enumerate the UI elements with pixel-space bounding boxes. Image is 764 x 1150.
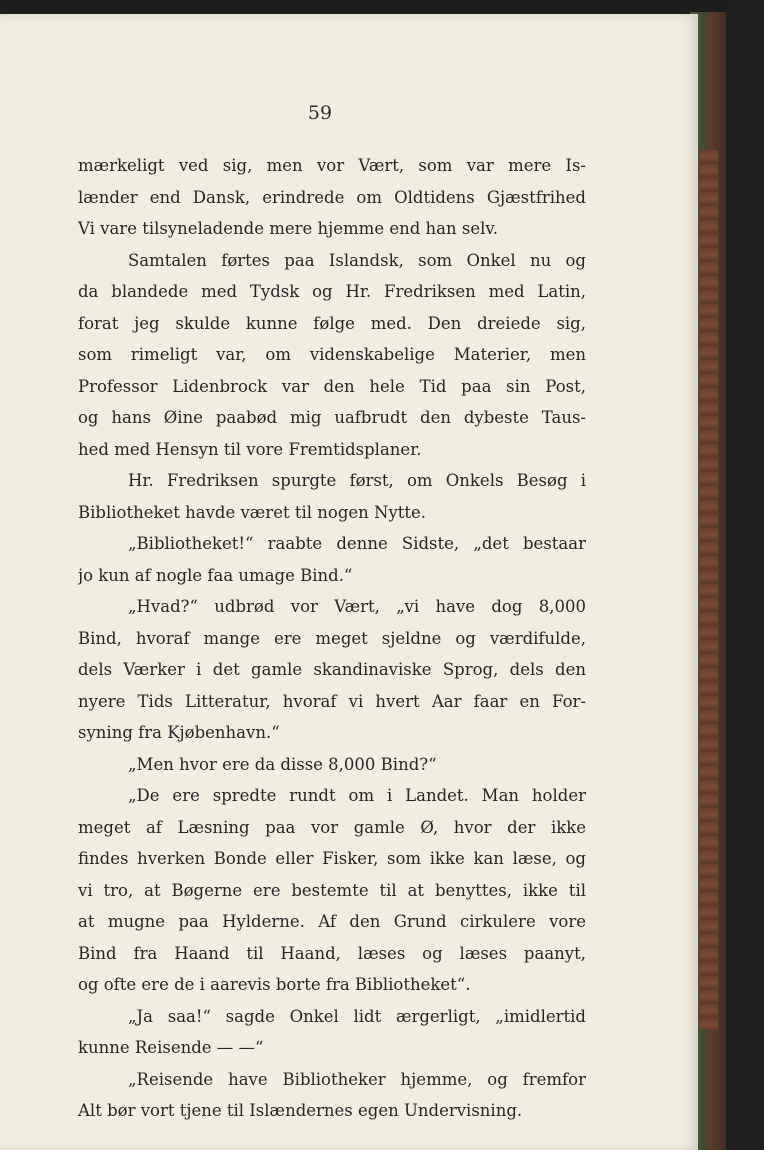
text-line: lænder end Dansk, erindrede om Oldtidens Gjæstfrihed: [78, 187, 586, 207]
text-line: findes hverken Bonde eller Fisker, som ikke kan læse, og: [78, 849, 586, 868]
text-line: hed med Hensyn til vore Fremtidsplaner.: [78, 439, 422, 459]
text-line: kunne Reisende — —“: [78, 1038, 264, 1057]
text-line: Professor Lidenbrock var den hele Tid paa sin Post,: [78, 376, 586, 396]
text-line: „Reisende have Bibliotheker hjemme, og fremfor: [128, 1069, 586, 1089]
text-line: „De ere spredte rundt om i Landet. Man holder: [128, 786, 586, 805]
text-line: Bibliotheket havde været til nogen Nytte.: [78, 502, 427, 522]
text-line: „Hvad?“ udbrød vor Vært, „vi have dog 8,000: [128, 597, 586, 616]
text-line: Samtalen førtes paa Islandsk, som Onkel nu og: [128, 250, 586, 270]
text-line: da blandede med Tydsk og Hr. Fredriksen med Latin,: [78, 282, 586, 301]
text-line: og ofte ere de i aarevis borte fra Bibliotheket“.: [78, 975, 471, 994]
text-line: forat jeg skulde kunne følge med. Den dreiede sig,: [78, 313, 586, 333]
text-line: Alt bør vort tjene til Islændernes egen Undervisning.: [78, 1101, 523, 1120]
text-line: dels Værker i det gamle skandinaviske Sprog, dels den: [78, 660, 586, 679]
text-line: som rimeligt var, om videnskabelige Materier, men: [78, 345, 586, 364]
book-cover-edge: [700, 150, 718, 1030]
text-line: Bind fra Haand til Haand, læses og læses paanyt,: [78, 943, 586, 963]
text-line: „Men hvor ere da disse 8,000 Bind?“: [128, 754, 437, 774]
page-number: 59: [307, 102, 333, 124]
book-page: [0, 14, 698, 1150]
text-line: Vi vare tilsyneladende mere hjemme end han selv.: [78, 219, 498, 238]
text-line: Hr. Fredriksen spurgte først, om Onkels Besøg i: [128, 471, 586, 490]
text-line: jo kun af nogle faa umage Bind.“: [78, 565, 353, 585]
text-line: meget af Læsning paa vor gamle Ø, hvor der ikke: [78, 817, 586, 837]
text-line: syning fra Kjøbenhavn.“: [78, 723, 280, 742]
body-text: [78, 150, 586, 1127]
text-line: nyere Tids Litteratur, hvoraf vi hvert Aar faar en For-: [78, 691, 586, 711]
text-line: mærkeligt ved sig, men vor Vært, som var mere Is-: [78, 156, 586, 175]
text-line: „Ja saa!“ sagde Onkel lidt ærgerligt, „imidlertid: [128, 1006, 586, 1026]
scan-right-border: [726, 0, 764, 1150]
text-line: Bind, hvoraf mange ere meget sjeldne og værdifulde,: [78, 628, 586, 648]
text-line: „Bibliotheket!“ raabte denne Sidste, „det bestaar: [128, 534, 586, 553]
text-line: vi tro, at Bøgerne ere bestemte til at benyttes, ikke til: [78, 880, 586, 900]
text-line: at mugne paa Hylderne. Af den Grund cirkulere vore: [78, 912, 586, 931]
text-line: og hans Øine paabød mig uafbrudt den dybeste Taus-: [78, 408, 586, 427]
